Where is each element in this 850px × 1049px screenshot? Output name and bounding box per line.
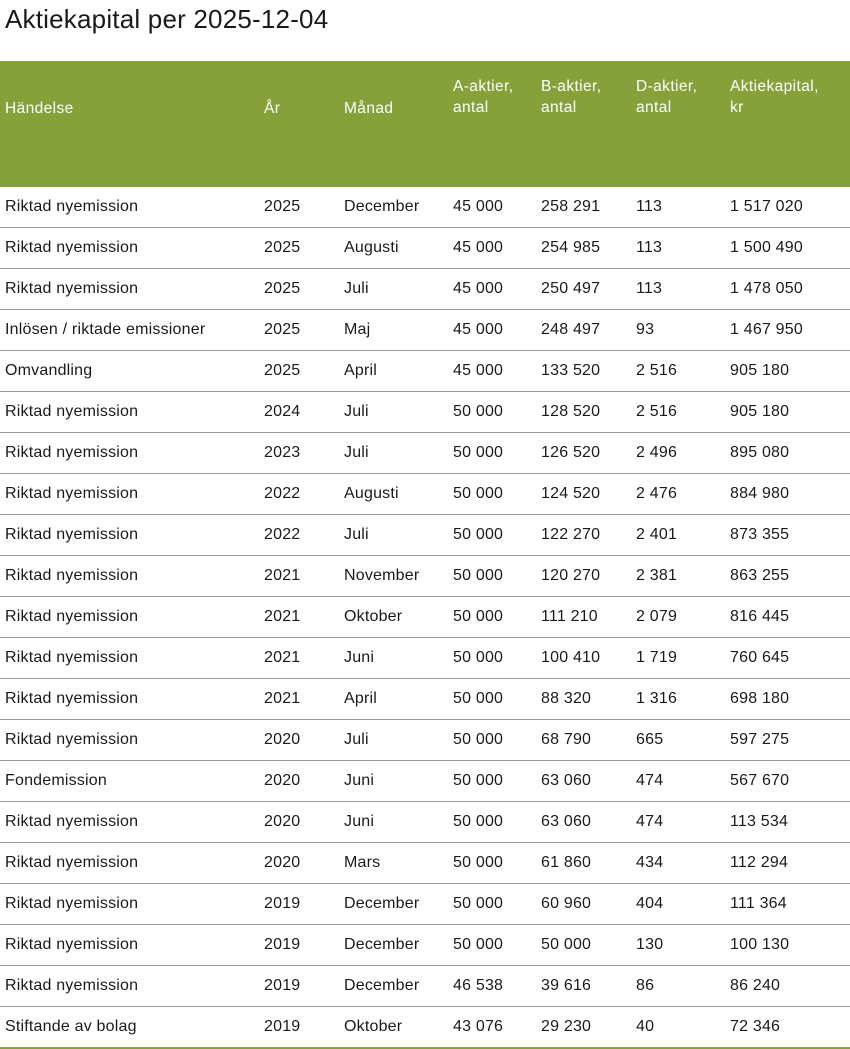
cell-d-shares: 2 401 xyxy=(631,515,725,556)
cell-month: Juli xyxy=(339,269,448,310)
table-row xyxy=(0,228,850,269)
table-row xyxy=(0,269,850,310)
cell-year: 2025 xyxy=(259,310,339,351)
cell-a-shares: 50 000 xyxy=(448,474,536,515)
cell-event: Riktad nyemission xyxy=(0,433,259,474)
cell-share-capital: 113 534 xyxy=(725,802,850,843)
cell-share-capital: 86 240 xyxy=(725,966,850,1007)
cell-month: December xyxy=(339,187,448,228)
header-a-shares-line2: antal xyxy=(453,99,489,116)
cell-year: 2021 xyxy=(259,679,339,720)
cell-year: 2023 xyxy=(259,433,339,474)
header-b-shares-line2: antal xyxy=(541,99,577,116)
cell-month: December xyxy=(339,925,448,966)
cell-b-shares: 100 410 xyxy=(536,638,631,679)
cell-d-shares: 113 xyxy=(631,187,725,228)
cell-month: Juni xyxy=(339,802,448,843)
cell-year: 2021 xyxy=(259,597,339,638)
cell-a-shares: 45 000 xyxy=(448,228,536,269)
cell-share-capital: 698 180 xyxy=(725,679,850,720)
table-header xyxy=(0,61,850,187)
header-row xyxy=(0,61,850,187)
cell-d-shares: 1 719 xyxy=(631,638,725,679)
cell-a-shares: 50 000 xyxy=(448,884,536,925)
cell-month: Juli xyxy=(339,392,448,433)
cell-a-shares: 50 000 xyxy=(448,556,536,597)
cell-d-shares: 1 316 xyxy=(631,679,725,720)
cell-share-capital: 905 180 xyxy=(725,351,850,392)
cell-share-capital: 100 130 xyxy=(725,925,850,966)
cell-d-shares: 2 381 xyxy=(631,556,725,597)
table-row xyxy=(0,474,850,515)
cell-event: Riktad nyemission xyxy=(0,925,259,966)
cell-share-capital: 895 080 xyxy=(725,433,850,474)
cell-event: Inlösen / riktade emissioner xyxy=(0,310,259,351)
cell-month: Juni xyxy=(339,638,448,679)
cell-share-capital: 760 645 xyxy=(725,638,850,679)
cell-a-shares: 43 076 xyxy=(448,1007,536,1049)
header-a-shares-line1: A-aktier, xyxy=(453,78,514,95)
cell-event: Riktad nyemission xyxy=(0,556,259,597)
cell-year: 2021 xyxy=(259,556,339,597)
page-title: Aktiekapital per 2025-12-04 xyxy=(5,4,329,34)
table-row xyxy=(0,638,850,679)
table-row xyxy=(0,925,850,966)
cell-month: Oktober xyxy=(339,1007,448,1049)
cell-a-shares: 50 000 xyxy=(448,433,536,474)
cell-d-shares: 474 xyxy=(631,802,725,843)
table-body xyxy=(0,187,850,1048)
cell-year: 2021 xyxy=(259,638,339,679)
cell-month: December xyxy=(339,884,448,925)
cell-share-capital: 816 445 xyxy=(725,597,850,638)
table-row xyxy=(0,187,850,228)
table-row xyxy=(0,1007,850,1049)
table-row xyxy=(0,966,850,1007)
cell-event: Riktad nyemission xyxy=(0,515,259,556)
table-row xyxy=(0,392,850,433)
cell-b-shares: 248 497 xyxy=(536,310,631,351)
cell-month: Juli xyxy=(339,720,448,761)
cell-event: Omvandling xyxy=(0,351,259,392)
cell-month: Oktober xyxy=(339,597,448,638)
cell-month: Juli xyxy=(339,433,448,474)
share-capital-table xyxy=(0,61,850,1049)
cell-year: 2020 xyxy=(259,802,339,843)
cell-year: 2019 xyxy=(259,966,339,1007)
cell-share-capital: 1 467 950 xyxy=(725,310,850,351)
cell-share-capital: 1 478 050 xyxy=(725,269,850,310)
cell-event: Riktad nyemission xyxy=(0,843,259,884)
cell-d-shares: 93 xyxy=(631,310,725,351)
table-row xyxy=(0,351,850,392)
cell-event: Fondemission xyxy=(0,761,259,802)
cell-month: April xyxy=(339,679,448,720)
cell-b-shares: 29 230 xyxy=(536,1007,631,1049)
cell-event: Riktad nyemission xyxy=(0,228,259,269)
cell-event: Riktad nyemission xyxy=(0,392,259,433)
table-row xyxy=(0,802,850,843)
cell-year: 2025 xyxy=(259,351,339,392)
cell-share-capital: 567 670 xyxy=(725,761,850,802)
cell-share-capital: 1 517 020 xyxy=(725,187,850,228)
cell-b-shares: 88 320 xyxy=(536,679,631,720)
cell-share-capital: 1 500 490 xyxy=(725,228,850,269)
cell-event: Riktad nyemission xyxy=(0,269,259,310)
cell-year: 2019 xyxy=(259,925,339,966)
cell-year: 2019 xyxy=(259,884,339,925)
header-year: År xyxy=(259,61,339,187)
cell-d-shares: 2 516 xyxy=(631,351,725,392)
cell-a-shares: 50 000 xyxy=(448,638,536,679)
cell-event: Riktad nyemission xyxy=(0,597,259,638)
table-row xyxy=(0,515,850,556)
table-row xyxy=(0,597,850,638)
cell-year: 2020 xyxy=(259,761,339,802)
header-d-shares-line1: D-aktier, xyxy=(636,78,698,95)
cell-b-shares: 122 270 xyxy=(536,515,631,556)
cell-d-shares: 130 xyxy=(631,925,725,966)
header-share-capital-line1: Aktiekapital, xyxy=(730,78,819,95)
header-event: Händelse xyxy=(0,61,259,187)
cell-share-capital: 72 346 xyxy=(725,1007,850,1049)
cell-event: Riktad nyemission xyxy=(0,966,259,1007)
cell-month: Juli xyxy=(339,515,448,556)
cell-share-capital: 112 294 xyxy=(725,843,850,884)
table-row xyxy=(0,884,850,925)
cell-year: 2022 xyxy=(259,474,339,515)
cell-b-shares: 68 790 xyxy=(536,720,631,761)
cell-a-shares: 50 000 xyxy=(448,679,536,720)
cell-share-capital: 873 355 xyxy=(725,515,850,556)
header-b-shares-line1: B-aktier, xyxy=(541,78,602,95)
cell-d-shares: 2 496 xyxy=(631,433,725,474)
table-row xyxy=(0,843,850,884)
cell-b-shares: 250 497 xyxy=(536,269,631,310)
header-share-capital-line2: kr xyxy=(730,99,744,116)
cell-d-shares: 434 xyxy=(631,843,725,884)
cell-month: Juni xyxy=(339,761,448,802)
cell-share-capital: 597 275 xyxy=(725,720,850,761)
header-share-capital xyxy=(725,61,850,187)
cell-b-shares: 63 060 xyxy=(536,761,631,802)
cell-b-shares: 133 520 xyxy=(536,351,631,392)
cell-a-shares: 50 000 xyxy=(448,392,536,433)
cell-a-shares: 50 000 xyxy=(448,843,536,884)
cell-event: Riktad nyemission xyxy=(0,802,259,843)
cell-share-capital: 884 980 xyxy=(725,474,850,515)
cell-a-shares: 45 000 xyxy=(448,351,536,392)
cell-d-shares: 474 xyxy=(631,761,725,802)
table-row xyxy=(0,720,850,761)
cell-event: Riktad nyemission xyxy=(0,187,259,228)
cell-b-shares: 124 520 xyxy=(536,474,631,515)
cell-d-shares: 404 xyxy=(631,884,725,925)
cell-share-capital: 863 255 xyxy=(725,556,850,597)
cell-d-shares: 2 079 xyxy=(631,597,725,638)
cell-b-shares: 50 000 xyxy=(536,925,631,966)
header-a-shares xyxy=(448,61,536,187)
share-capital-table-wrapper xyxy=(0,61,850,1049)
cell-year: 2025 xyxy=(259,187,339,228)
cell-month: Augusti xyxy=(339,228,448,269)
cell-d-shares: 40 xyxy=(631,1007,725,1049)
cell-d-shares: 2 476 xyxy=(631,474,725,515)
cell-b-shares: 61 860 xyxy=(536,843,631,884)
cell-b-shares: 39 616 xyxy=(536,966,631,1007)
header-d-shares-line2: antal xyxy=(636,99,672,116)
cell-month: Maj xyxy=(339,310,448,351)
cell-a-shares: 50 000 xyxy=(448,761,536,802)
cell-year: 2025 xyxy=(259,269,339,310)
cell-a-shares: 50 000 xyxy=(448,802,536,843)
table-row xyxy=(0,679,850,720)
cell-a-shares: 50 000 xyxy=(448,720,536,761)
cell-share-capital: 905 180 xyxy=(725,392,850,433)
cell-a-shares: 50 000 xyxy=(448,597,536,638)
header-d-shares xyxy=(631,61,725,187)
table-row xyxy=(0,761,850,802)
cell-a-shares: 45 000 xyxy=(448,187,536,228)
cell-event: Riktad nyemission xyxy=(0,720,259,761)
cell-b-shares: 60 960 xyxy=(536,884,631,925)
cell-event: Riktad nyemission xyxy=(0,474,259,515)
table-row xyxy=(0,556,850,597)
cell-year: 2024 xyxy=(259,392,339,433)
cell-d-shares: 86 xyxy=(631,966,725,1007)
cell-b-shares: 126 520 xyxy=(536,433,631,474)
cell-event: Stiftande av bolag xyxy=(0,1007,259,1049)
cell-year: 2022 xyxy=(259,515,339,556)
cell-month: December xyxy=(339,966,448,1007)
cell-year: 2025 xyxy=(259,228,339,269)
cell-year: 2019 xyxy=(259,1007,339,1049)
cell-month: Augusti xyxy=(339,474,448,515)
cell-b-shares: 120 270 xyxy=(536,556,631,597)
cell-a-shares: 45 000 xyxy=(448,310,536,351)
table-row xyxy=(0,433,850,474)
cell-a-shares: 45 000 xyxy=(448,269,536,310)
cell-d-shares: 665 xyxy=(631,720,725,761)
cell-d-shares: 113 xyxy=(631,269,725,310)
table-row xyxy=(0,310,850,351)
cell-event: Riktad nyemission xyxy=(0,679,259,720)
cell-d-shares: 2 516 xyxy=(631,392,725,433)
cell-b-shares: 63 060 xyxy=(536,802,631,843)
cell-b-shares: 128 520 xyxy=(536,392,631,433)
cell-month: Mars xyxy=(339,843,448,884)
cell-month: April xyxy=(339,351,448,392)
cell-event: Riktad nyemission xyxy=(0,884,259,925)
cell-b-shares: 111 210 xyxy=(536,597,631,638)
cell-a-shares: 50 000 xyxy=(448,925,536,966)
cell-year: 2020 xyxy=(259,843,339,884)
cell-year: 2020 xyxy=(259,720,339,761)
cell-b-shares: 258 291 xyxy=(536,187,631,228)
header-b-shares xyxy=(536,61,631,187)
cell-month: November xyxy=(339,556,448,597)
cell-share-capital: 111 364 xyxy=(725,884,850,925)
cell-d-shares: 113 xyxy=(631,228,725,269)
cell-b-shares: 254 985 xyxy=(536,228,631,269)
header-month: Månad xyxy=(339,61,448,187)
cell-a-shares: 46 538 xyxy=(448,966,536,1007)
cell-a-shares: 50 000 xyxy=(448,515,536,556)
cell-event: Riktad nyemission xyxy=(0,638,259,679)
